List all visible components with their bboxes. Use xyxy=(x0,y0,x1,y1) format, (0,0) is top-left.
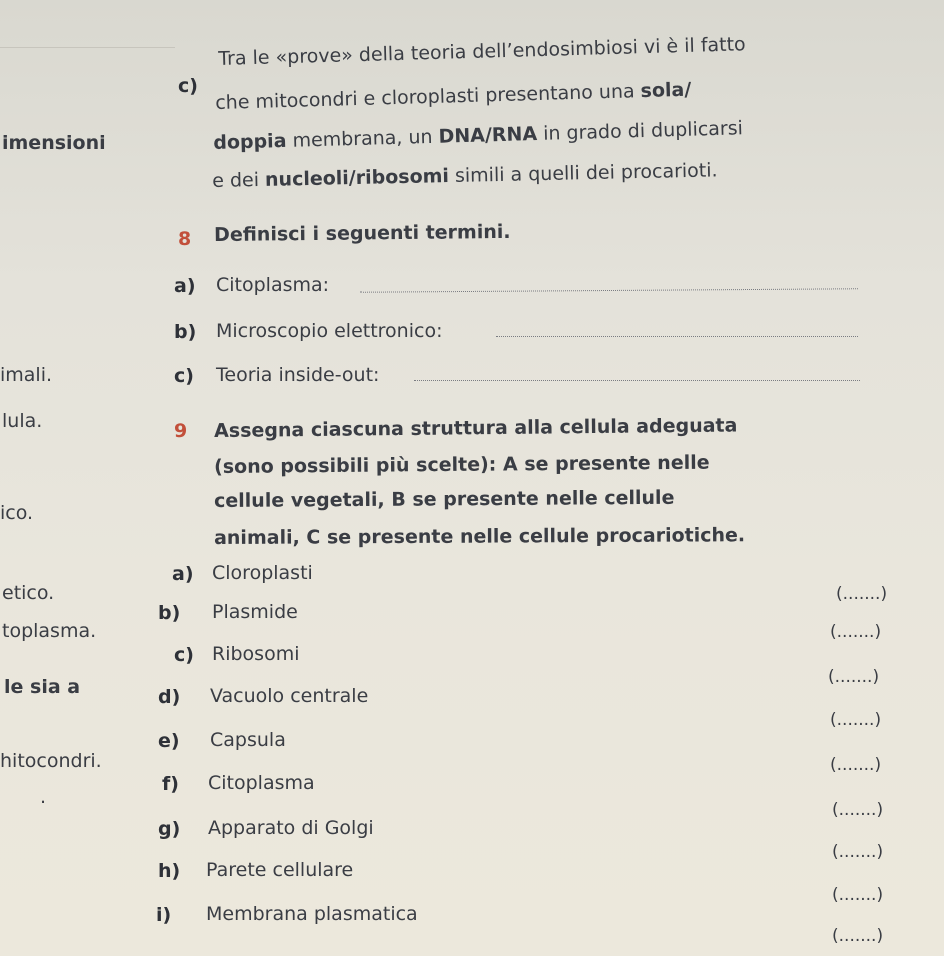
item-letter: g) xyxy=(158,818,181,840)
answer-line[interactable] xyxy=(360,288,858,292)
text-span: e dei xyxy=(212,169,260,192)
exercise-title-line: cellule vegetali, B se presente nelle cellule xyxy=(214,486,675,512)
paragraph-line xyxy=(212,159,718,192)
exercise-title: Definisci i seguenti termini. xyxy=(214,220,511,246)
margin-text: etico. xyxy=(2,582,55,604)
item-letter: d) xyxy=(158,686,181,708)
text-span: in grado di duplicarsi xyxy=(542,117,744,145)
margin-text: hitocondri. xyxy=(0,750,102,772)
margin-text: . xyxy=(40,786,47,808)
answer-line[interactable] xyxy=(496,336,858,337)
item-letter: i) xyxy=(156,904,172,926)
item-letter: f) xyxy=(162,773,179,795)
answer-paren: (.......) xyxy=(832,800,884,820)
answer-slot[interactable] xyxy=(832,842,883,862)
bold-term: DNA/RNA xyxy=(438,122,538,148)
paragraph-line xyxy=(213,117,743,154)
structure-label: Vacuolo centrale xyxy=(210,685,369,707)
text-span: che mitocondri e cloroplasti presentano una xyxy=(215,80,635,114)
structure-label: Apparato di Golgi xyxy=(208,817,374,839)
paragraph-line: Tra le «prove» della teoria dell’endosimbiosi vi è il fatto xyxy=(218,33,746,70)
text-span: simili a quelli dei procarioti. xyxy=(454,159,718,187)
answer-paren: (.......) xyxy=(830,755,882,775)
answer-slot[interactable] xyxy=(832,885,883,905)
answer-paren: (.......) xyxy=(832,926,884,946)
answer-slot[interactable] xyxy=(832,926,883,946)
structure-label: Parete cellulare xyxy=(206,859,354,881)
item-letter: b) xyxy=(174,321,197,343)
margin-text: toplasma. xyxy=(2,620,97,642)
exercise-title-line: Assegna ciascuna struttura alla cellula adeguata xyxy=(214,414,738,442)
term-label: Citoplasma: xyxy=(216,274,330,296)
margin-text: imensioni xyxy=(2,132,106,154)
item-letter: h) xyxy=(158,860,181,882)
item-letter: a) xyxy=(172,563,194,585)
answer-paren: (.......) xyxy=(832,885,884,905)
bold-term: sola/ xyxy=(640,78,692,103)
answer-paren: (.......) xyxy=(830,710,882,730)
structure-label: Plasmide xyxy=(212,601,298,623)
item-letter: c) xyxy=(178,75,198,97)
item-letter: e) xyxy=(158,730,180,752)
item-letter: b) xyxy=(158,602,181,624)
answer-paren: (.......) xyxy=(828,667,880,687)
answer-paren: (.......) xyxy=(836,584,888,604)
item-letter: c) xyxy=(174,365,194,387)
margin-text: lula. xyxy=(2,410,43,432)
answer-slot[interactable] xyxy=(830,755,881,775)
structure-label: Membrana plasmatica xyxy=(206,903,418,925)
margin-text: le sia a xyxy=(4,676,81,698)
exercise-title-line: (sono possibili più scelte): A se presente nelle xyxy=(214,451,710,478)
exercise-title-line: animali, C se presente nelle cellule procariotiche. xyxy=(214,524,746,549)
structure-label: Cloroplasti xyxy=(212,562,313,584)
structure-label: Capsula xyxy=(210,729,286,751)
structure-label: Citoplasma xyxy=(208,772,315,794)
answer-slot[interactable] xyxy=(830,622,881,642)
structure-label: Ribosomi xyxy=(212,643,300,665)
answer-slot[interactable] xyxy=(836,584,887,604)
answer-slot[interactable] xyxy=(828,667,879,687)
term-label: Microscopio elettronico: xyxy=(216,320,443,342)
item-letter: a) xyxy=(174,275,196,297)
exercise-number: 9 xyxy=(174,420,188,442)
answer-paren: (.......) xyxy=(832,842,884,862)
bold-term: nucleoli/ribosomi xyxy=(264,165,450,191)
paragraph-line xyxy=(215,79,692,114)
answer-slot[interactable] xyxy=(832,800,883,820)
margin-text: ico. xyxy=(0,502,34,524)
answer-slot[interactable] xyxy=(830,710,881,730)
exercise-number: 8 xyxy=(178,228,192,250)
term-label: Teoria inside-out: xyxy=(216,364,380,386)
item-letter: c) xyxy=(174,644,194,666)
divider xyxy=(0,47,175,48)
text-span: membrana, un xyxy=(292,125,433,152)
bold-term: doppia xyxy=(213,129,287,154)
answer-paren: (.......) xyxy=(830,622,882,642)
margin-text: imali. xyxy=(0,364,53,386)
answer-line[interactable] xyxy=(414,380,860,381)
